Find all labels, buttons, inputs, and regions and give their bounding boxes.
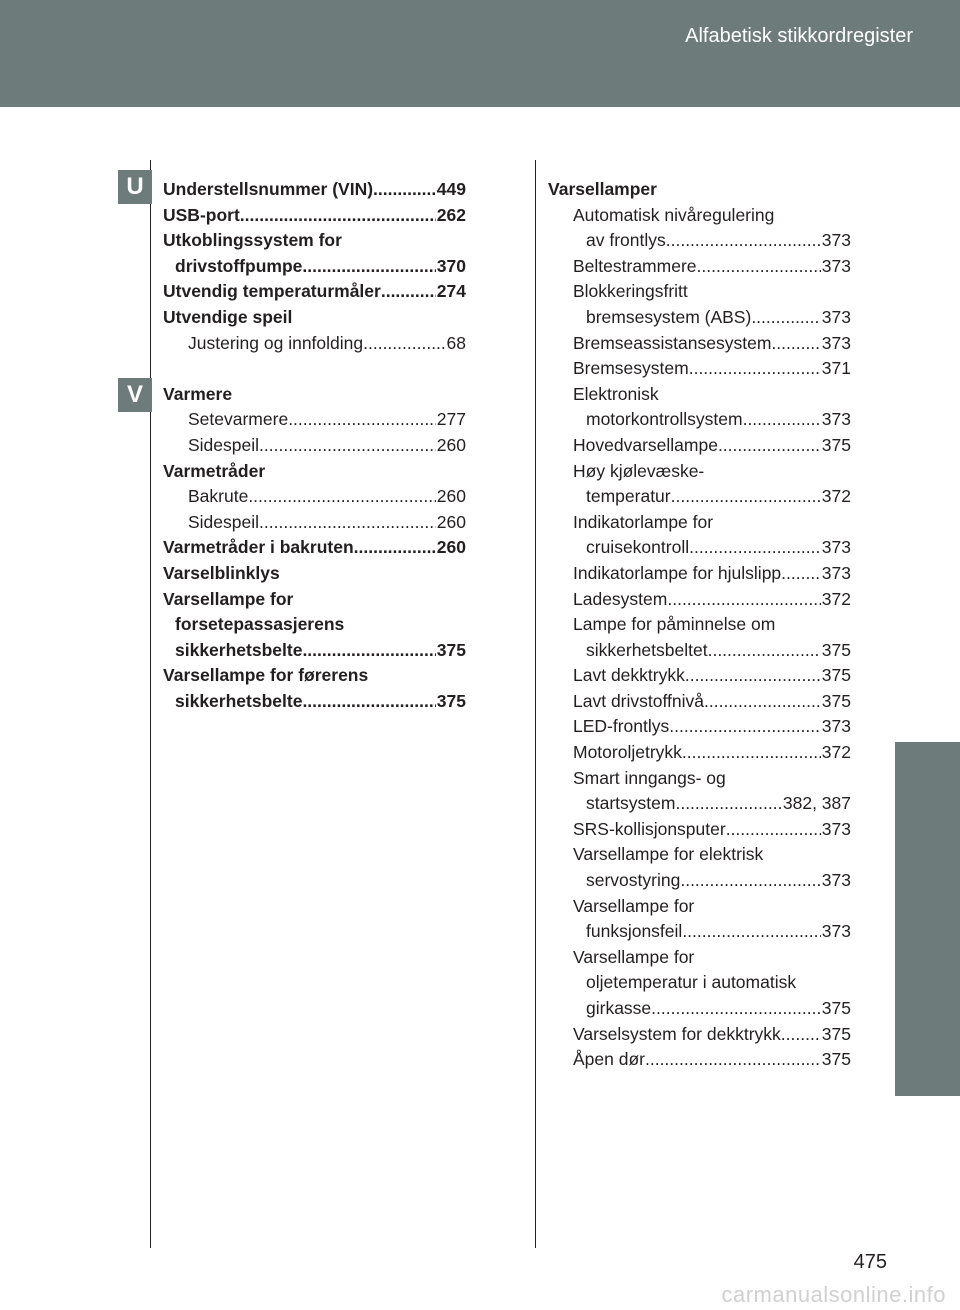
entry-text: Varsellampe for elektrisk — [573, 844, 764, 865]
leader-dots — [302, 254, 435, 280]
entry-text: Elektronisk — [573, 383, 659, 404]
entry-text: Varsellamper — [548, 179, 657, 199]
entry-text: Indikatorlampe for hjulslipp — [573, 562, 782, 583]
leader-dots — [259, 510, 436, 536]
leader-dots — [689, 356, 821, 382]
index-entry — [548, 996, 851, 1022]
index-entry — [163, 561, 466, 587]
leader-dots — [708, 638, 821, 664]
leader-dots — [666, 228, 821, 254]
leader-dots — [743, 407, 821, 433]
leader-dots — [381, 279, 436, 305]
index-entry — [548, 612, 851, 638]
index-entry — [163, 254, 466, 280]
entry-page: 373 — [821, 818, 851, 839]
index-entry — [548, 331, 851, 357]
entry-page: 260 — [436, 434, 466, 455]
index-entry — [548, 254, 851, 280]
entry-page: 375 — [821, 998, 851, 1018]
index-entry — [163, 638, 466, 664]
index-entry — [548, 791, 851, 817]
entry-page: 372 — [821, 742, 851, 763]
index-gap — [163, 356, 466, 382]
entry-page: 373 — [821, 716, 851, 737]
entry-text: Beltestrammere — [573, 255, 697, 276]
leader-dots — [302, 689, 435, 715]
entry-text: Utkoblingssystem for — [163, 230, 342, 251]
index-entry — [548, 945, 851, 971]
entry-text: Hovedvarsellampe — [573, 434, 718, 455]
left-column-rule — [150, 160, 151, 1248]
index-entry — [548, 561, 851, 587]
index-entry — [548, 407, 851, 433]
entry-text: Indikatorlampe for — [573, 511, 714, 532]
entry-text: Høy kjølevæske- — [573, 460, 705, 481]
entry-text: Justering og innfolding — [188, 332, 364, 353]
leader-dots — [682, 919, 820, 945]
index-entry — [163, 382, 466, 408]
leader-dots — [240, 203, 436, 229]
index-entry — [163, 331, 466, 357]
entry-page: 449 — [436, 179, 466, 199]
entry-page: 260 — [436, 537, 466, 558]
index-entry — [163, 587, 466, 613]
entry-page: 373 — [821, 537, 851, 558]
entry-text: Automatisk nivåregulering — [573, 204, 775, 225]
index-entry — [163, 510, 466, 536]
entry-text: Sidespeil — [188, 434, 260, 455]
entry-page: 260 — [436, 511, 466, 532]
index-entry — [548, 382, 851, 408]
index-entry — [548, 842, 851, 868]
header-title: Alfabetisk stikkordregister — [685, 25, 913, 47]
index-entry — [163, 433, 466, 459]
entry-page: 373 — [821, 230, 851, 251]
index-entry — [548, 919, 851, 945]
leader-dots — [689, 535, 821, 561]
index-entry — [548, 228, 851, 254]
index-entry — [548, 535, 851, 561]
leader-dots — [704, 689, 821, 715]
entry-text: Lampe for påminnelse om — [573, 614, 776, 635]
entry-text: oljetemperatur i automatisk — [586, 972, 797, 993]
leader-dots — [675, 791, 781, 817]
leader-dots — [354, 535, 436, 561]
index-column-right — [548, 177, 851, 1073]
entry-text: Åpen dør — [573, 1049, 645, 1070]
entry-text: Varsellampe for — [573, 946, 695, 967]
index-column-left — [163, 177, 466, 714]
entry-text: cruisekontroll — [586, 537, 690, 558]
index-entry — [548, 638, 851, 664]
entry-page: 372 — [821, 588, 851, 609]
watermark: carmanualsonline.info — [721, 1282, 946, 1307]
entry-text: Varselblinklys — [163, 562, 280, 583]
entry-page: 68 — [446, 332, 466, 353]
index-entry — [548, 305, 851, 331]
leader-dots — [671, 484, 821, 510]
entry-text: Blokkeringsfritt — [573, 281, 688, 302]
index-entry — [548, 817, 851, 843]
leader-dots — [680, 868, 820, 894]
entry-text: Ladesystem — [573, 588, 668, 609]
leader-dots — [781, 561, 821, 587]
leader-dots — [373, 177, 436, 203]
section-letter-v: V — [118, 378, 152, 412]
entry-text: Lavt drivstoffnivå — [573, 690, 704, 711]
index-entry — [163, 689, 466, 715]
leader-dots — [697, 254, 821, 280]
entry-text: Setevarmere — [188, 409, 289, 430]
index-entry — [163, 407, 466, 433]
entry-page: 373 — [821, 306, 851, 327]
center-column-rule — [535, 160, 536, 1248]
index-entry — [548, 766, 851, 792]
entry-page: 373 — [821, 332, 851, 353]
index-entry — [163, 535, 466, 561]
index-entry — [548, 177, 851, 203]
index-entry — [163, 279, 466, 305]
index-entry — [163, 228, 466, 254]
entry-text: sikkerhetsbeltet — [586, 639, 708, 660]
entry-text: Sidespeil — [188, 511, 260, 532]
leader-dots — [781, 1022, 821, 1048]
entry-text: av frontlys — [586, 230, 666, 251]
leader-dots — [751, 305, 820, 331]
entry-text: Bremsesystem — [573, 358, 689, 379]
entry-text: forsetepassasjerens — [175, 614, 345, 635]
entry-text: servostyring — [586, 870, 681, 891]
entry-text: Varsellampe for førerens — [163, 665, 369, 686]
index-entry — [163, 177, 466, 203]
entry-text: Varselsystem for dekktrykk — [573, 1023, 781, 1044]
index-entry — [548, 868, 851, 894]
index-entry — [548, 1022, 851, 1048]
entry-text: drivstoffpumpe — [175, 255, 303, 276]
leader-dots — [645, 1047, 821, 1073]
entry-page: 373 — [821, 562, 851, 583]
section-letter-u: U — [118, 170, 152, 204]
entry-page: 382, 387 — [782, 793, 851, 814]
entry-text: Varmetråder i bakruten — [163, 537, 354, 558]
entry-text: Utvendig temperaturmåler — [163, 281, 381, 302]
entry-page: 260 — [436, 486, 466, 507]
index-entry — [548, 433, 851, 459]
index-entry — [548, 279, 851, 305]
leader-dots — [682, 740, 821, 766]
entry-page: 373 — [821, 870, 851, 891]
index-entry — [163, 612, 466, 638]
entry-page: 372 — [821, 486, 851, 507]
index-entry — [163, 305, 466, 331]
entry-text: Smart inngangs- og — [573, 767, 726, 788]
index-entry — [548, 1047, 851, 1073]
entry-page: 375 — [436, 690, 466, 711]
entry-text: sikkerhetsbelte — [175, 639, 303, 660]
index-entry — [548, 970, 851, 996]
leader-dots — [302, 638, 435, 664]
entry-page: 375 — [821, 1049, 851, 1070]
entry-text: Bremseassistansesystem — [573, 332, 772, 353]
entry-text: startsystem — [586, 793, 676, 814]
entry-page: 373 — [821, 921, 851, 942]
index-entry — [163, 203, 466, 229]
leader-dots — [667, 587, 820, 613]
entry-text: Utvendige speil — [163, 306, 293, 327]
entry-text: motorkontrollsystem — [586, 409, 743, 430]
index-entry — [548, 203, 851, 229]
index-entry — [548, 459, 851, 485]
entry-text: Motoroljetrykk — [573, 742, 682, 763]
index-entry — [548, 587, 851, 613]
entry-text: Varsellampe for — [573, 895, 695, 916]
entry-page: 371 — [821, 358, 851, 379]
leader-dots — [651, 996, 821, 1022]
index-entry — [548, 740, 851, 766]
index-entry — [163, 663, 466, 689]
index-entry — [548, 510, 851, 536]
leader-dots — [248, 484, 435, 510]
entry-page: 262 — [436, 204, 466, 225]
entry-text: girkasse — [586, 998, 652, 1018]
entry-page: 375 — [821, 1023, 851, 1044]
section-thumb-tab — [895, 742, 960, 1096]
entry-text: Understellsnummer (VIN) — [163, 179, 374, 199]
leader-dots — [726, 817, 821, 843]
index-entry — [548, 663, 851, 689]
entry-text: funksjonsfeil — [586, 921, 683, 942]
entry-page: 375 — [821, 639, 851, 660]
entry-page: 375 — [821, 690, 851, 711]
index-entry — [163, 484, 466, 510]
leader-dots — [363, 331, 445, 357]
leader-dots — [771, 331, 820, 357]
entry-text: LED-frontlys — [573, 716, 670, 737]
index-entry — [548, 894, 851, 920]
footer — [0, 1280, 960, 1310]
entry-text: Bakrute — [188, 486, 249, 507]
page-header — [0, 0, 960, 107]
index-entry — [548, 356, 851, 382]
entry-text: Lavt dekktrykk — [573, 665, 685, 686]
entry-text: bremsesystem (ABS) — [586, 306, 752, 327]
entry-page: 375 — [821, 665, 851, 686]
entry-text: SRS-kollisjonsputer — [573, 818, 726, 839]
entry-text: sikkerhetsbelte — [175, 690, 303, 711]
entry-text: Varsellampe for — [163, 588, 294, 609]
entry-page: 373 — [821, 255, 851, 276]
entry-text: Varmere — [163, 383, 233, 404]
entry-page: 274 — [436, 281, 466, 302]
entry-text: USB-port — [163, 204, 240, 225]
index-entry — [548, 484, 851, 510]
entry-page: 277 — [436, 409, 466, 430]
entry-text: temperatur — [586, 486, 671, 507]
leader-dots — [669, 714, 821, 740]
leader-dots — [288, 407, 436, 433]
index-entry — [548, 714, 851, 740]
entry-text: Varmetråder — [163, 460, 266, 481]
entry-page: 375 — [436, 639, 466, 660]
index-entry — [163, 459, 466, 485]
entry-page: 375 — [821, 434, 851, 455]
entry-page: 370 — [436, 255, 466, 276]
leader-dots — [685, 663, 821, 689]
leader-dots — [259, 433, 436, 459]
entry-page: 373 — [821, 409, 851, 430]
leader-dots — [718, 433, 821, 459]
index-entry — [548, 689, 851, 715]
page-number: 475 — [853, 1251, 887, 1273]
